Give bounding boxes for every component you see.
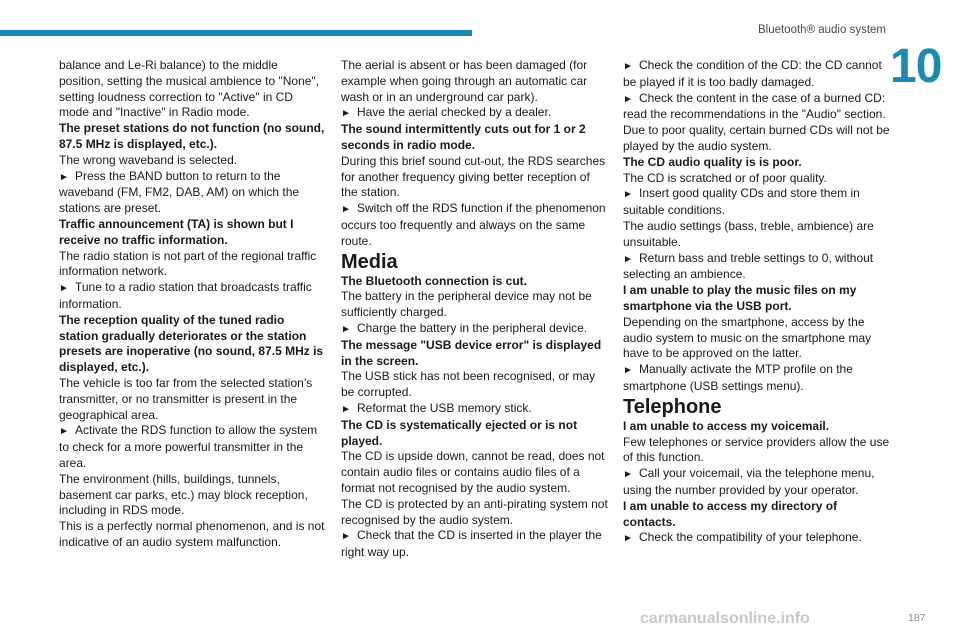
body-text: During this brief sound cut-out, the RDS searches for another frequency giving better reception of the station. bbox=[341, 153, 606, 200]
action-arrow-icon: ► bbox=[59, 171, 69, 183]
problem-statement: I am unable to access my voicemail. bbox=[623, 418, 830, 433]
action-step bbox=[341, 321, 609, 338]
body-text: The wrong waveband is selected. bbox=[59, 152, 238, 167]
action-arrow-icon: ► bbox=[623, 93, 633, 105]
problem-statement: The CD is systematically ejected or is not played. bbox=[341, 417, 578, 448]
action-step-text: Call your voicemail, via the telephone menu, using the number provided by your operator. bbox=[623, 466, 875, 497]
action-step bbox=[623, 530, 891, 547]
body-text: Depending on the smartphone, access by the audio system to music on the smartphone may have to be approved on the latter. bbox=[623, 314, 872, 361]
body-text: The CD is upside down, cannot be read, does not contain audio files or contains audio files of a format not recognised by the audio system. bbox=[341, 449, 605, 495]
text-column-1 bbox=[59, 58, 325, 551]
section-heading: Media bbox=[341, 250, 398, 273]
action-arrow-icon: ► bbox=[623, 365, 633, 377]
action-step-text: Have the aerial checked by a dealer. bbox=[357, 105, 552, 120]
action-step bbox=[623, 186, 891, 219]
body-text: The audio settings (bass, treble, ambience) are unsuitable. bbox=[623, 218, 874, 249]
body-text: The CD is scratched or of poor quality. bbox=[623, 170, 827, 185]
body-text: This is a perfectly normal phenomenon, and is not indicative of an audio system malfunction. bbox=[59, 519, 325, 549]
problem-statement: I am unable to play the music files on my smartphone via the USB port. bbox=[623, 283, 857, 313]
body-text: The USB stick has not been recognised, or may be corrupted. bbox=[341, 369, 596, 400]
action-step-text: Press the BAND button to return to the waveband (FM, FM2, DAB, AM) on which the stations are preset. bbox=[59, 168, 300, 216]
body-text: The aerial is absent or has been damaged (for example when going through an automatic car wash or in an underground car park). bbox=[341, 58, 588, 104]
watermark: carmanualsonline.info bbox=[640, 610, 810, 627]
action-arrow-icon: ► bbox=[623, 469, 633, 481]
text-column-3 bbox=[623, 58, 891, 547]
header-accent-bar bbox=[0, 30, 472, 36]
action-step-text: Check that the CD is inserted in the player the right way up. bbox=[341, 528, 602, 560]
action-arrow-icon: ► bbox=[341, 323, 351, 335]
page-header-title: Bluetooth® audio system bbox=[757, 24, 886, 36]
action-step-text: Tune to a radio station that broadcasts traffic information. bbox=[59, 280, 312, 311]
action-step bbox=[623, 251, 891, 284]
action-step-text: Activate the RDS function to allow the system to check for a more powerful transmitter in the area. bbox=[59, 423, 318, 470]
action-step-text: Switch off the RDS function if the phenomenon occurs too frequently and always on the same route. bbox=[341, 201, 606, 248]
body-text: The CD is protected by an anti-pirating system not recognised by the audio system. bbox=[341, 496, 608, 527]
page-number: 187 bbox=[908, 612, 926, 624]
action-step-text: Charge the battery in the peripheral device. bbox=[357, 320, 588, 335]
action-step-text: Insert good quality CDs and store them in suitable conditions. bbox=[623, 186, 860, 218]
action-step-text: Manually activate the MTP profile on the smartphone (USB settings menu). bbox=[623, 362, 853, 393]
action-arrow-icon: ► bbox=[341, 108, 351, 120]
problem-statement: Traffic announcement (TA) is shown but I receive no traffic information. bbox=[59, 216, 294, 247]
body-text: Few telephones or service providers allow the use of this function. bbox=[623, 434, 890, 465]
action-arrow-icon: ► bbox=[623, 533, 633, 545]
action-step-text: Reformat the USB memory stick. bbox=[357, 400, 532, 415]
action-step bbox=[59, 280, 325, 313]
action-step bbox=[59, 423, 325, 471]
body-text: The environment (hills, buildings, tunnels, basement car parks, etc.) may block reception, including in RDS mode. bbox=[59, 471, 308, 518]
section-heading: Telephone bbox=[623, 395, 722, 418]
problem-statement: The sound intermittently cuts out for 1 or 2 seconds in radio mode. bbox=[341, 122, 586, 152]
action-arrow-icon: ► bbox=[59, 283, 69, 295]
action-arrow-icon: ► bbox=[623, 189, 633, 201]
action-step bbox=[623, 91, 891, 124]
action-step bbox=[341, 401, 609, 418]
action-step bbox=[341, 528, 609, 561]
action-arrow-icon: ► bbox=[623, 253, 633, 265]
action-step-text: Check the content in the case of a burned CD: read the recommendations in the "Audio" section. bbox=[623, 90, 886, 122]
chapter-number: 10 bbox=[890, 40, 942, 93]
action-arrow-icon: ► bbox=[341, 204, 351, 216]
action-arrow-icon: ► bbox=[341, 403, 351, 415]
action-step bbox=[341, 201, 609, 249]
problem-statement: The message "USB device error" is displayed in the screen. bbox=[341, 337, 602, 368]
action-step-text: Return bass and treble settings to 0, without selecting an ambience. bbox=[623, 250, 874, 282]
body-text: The vehicle is too far from the selected station’s transmitter, or no transmitter is present in the geographical area. bbox=[59, 375, 313, 422]
body-text: The battery in the peripheral device may not be sufficiently charged. bbox=[341, 289, 592, 320]
action-step bbox=[341, 105, 609, 122]
action-step bbox=[623, 58, 891, 91]
action-step-text: Check the condition of the CD: the CD cannot be played if it is too badly damaged. bbox=[623, 58, 882, 89]
action-step-text: Check the compatibility of your telephone. bbox=[639, 530, 862, 545]
body-text: balance and Le-Ri balance) to the middle position, setting the musical ambience to "None", setting loudness correction to "Active" in CD mode and "Inactive" in Radio mode. bbox=[59, 58, 319, 120]
action-step bbox=[623, 466, 891, 499]
problem-statement: The preset stations do not function (no sound, 87.5 MHz is displayed, etc.). bbox=[59, 121, 325, 151]
action-step bbox=[59, 169, 325, 217]
problem-statement: The Bluetooth connection is cut. bbox=[341, 273, 527, 288]
action-arrow-icon: ► bbox=[623, 61, 633, 72]
problem-statement: The CD audio quality is is poor. bbox=[623, 154, 802, 169]
action-arrow-icon: ► bbox=[341, 531, 351, 543]
body-text: The radio station is not part of the regional traffic information network. bbox=[59, 248, 317, 279]
problem-statement: The reception quality of the tuned radio station gradually deteriorates or the station presets are inoperative (no sound, 87.5 MHz is displayed, etc.). bbox=[59, 312, 324, 375]
action-step bbox=[623, 362, 891, 395]
text-column-2 bbox=[341, 58, 609, 561]
problem-statement: I am unable to access my directory of contacts. bbox=[623, 498, 838, 529]
body-text: Due to poor quality, certain burned CDs will not be played by the audio system. bbox=[623, 123, 890, 153]
action-arrow-icon: ► bbox=[59, 426, 69, 438]
